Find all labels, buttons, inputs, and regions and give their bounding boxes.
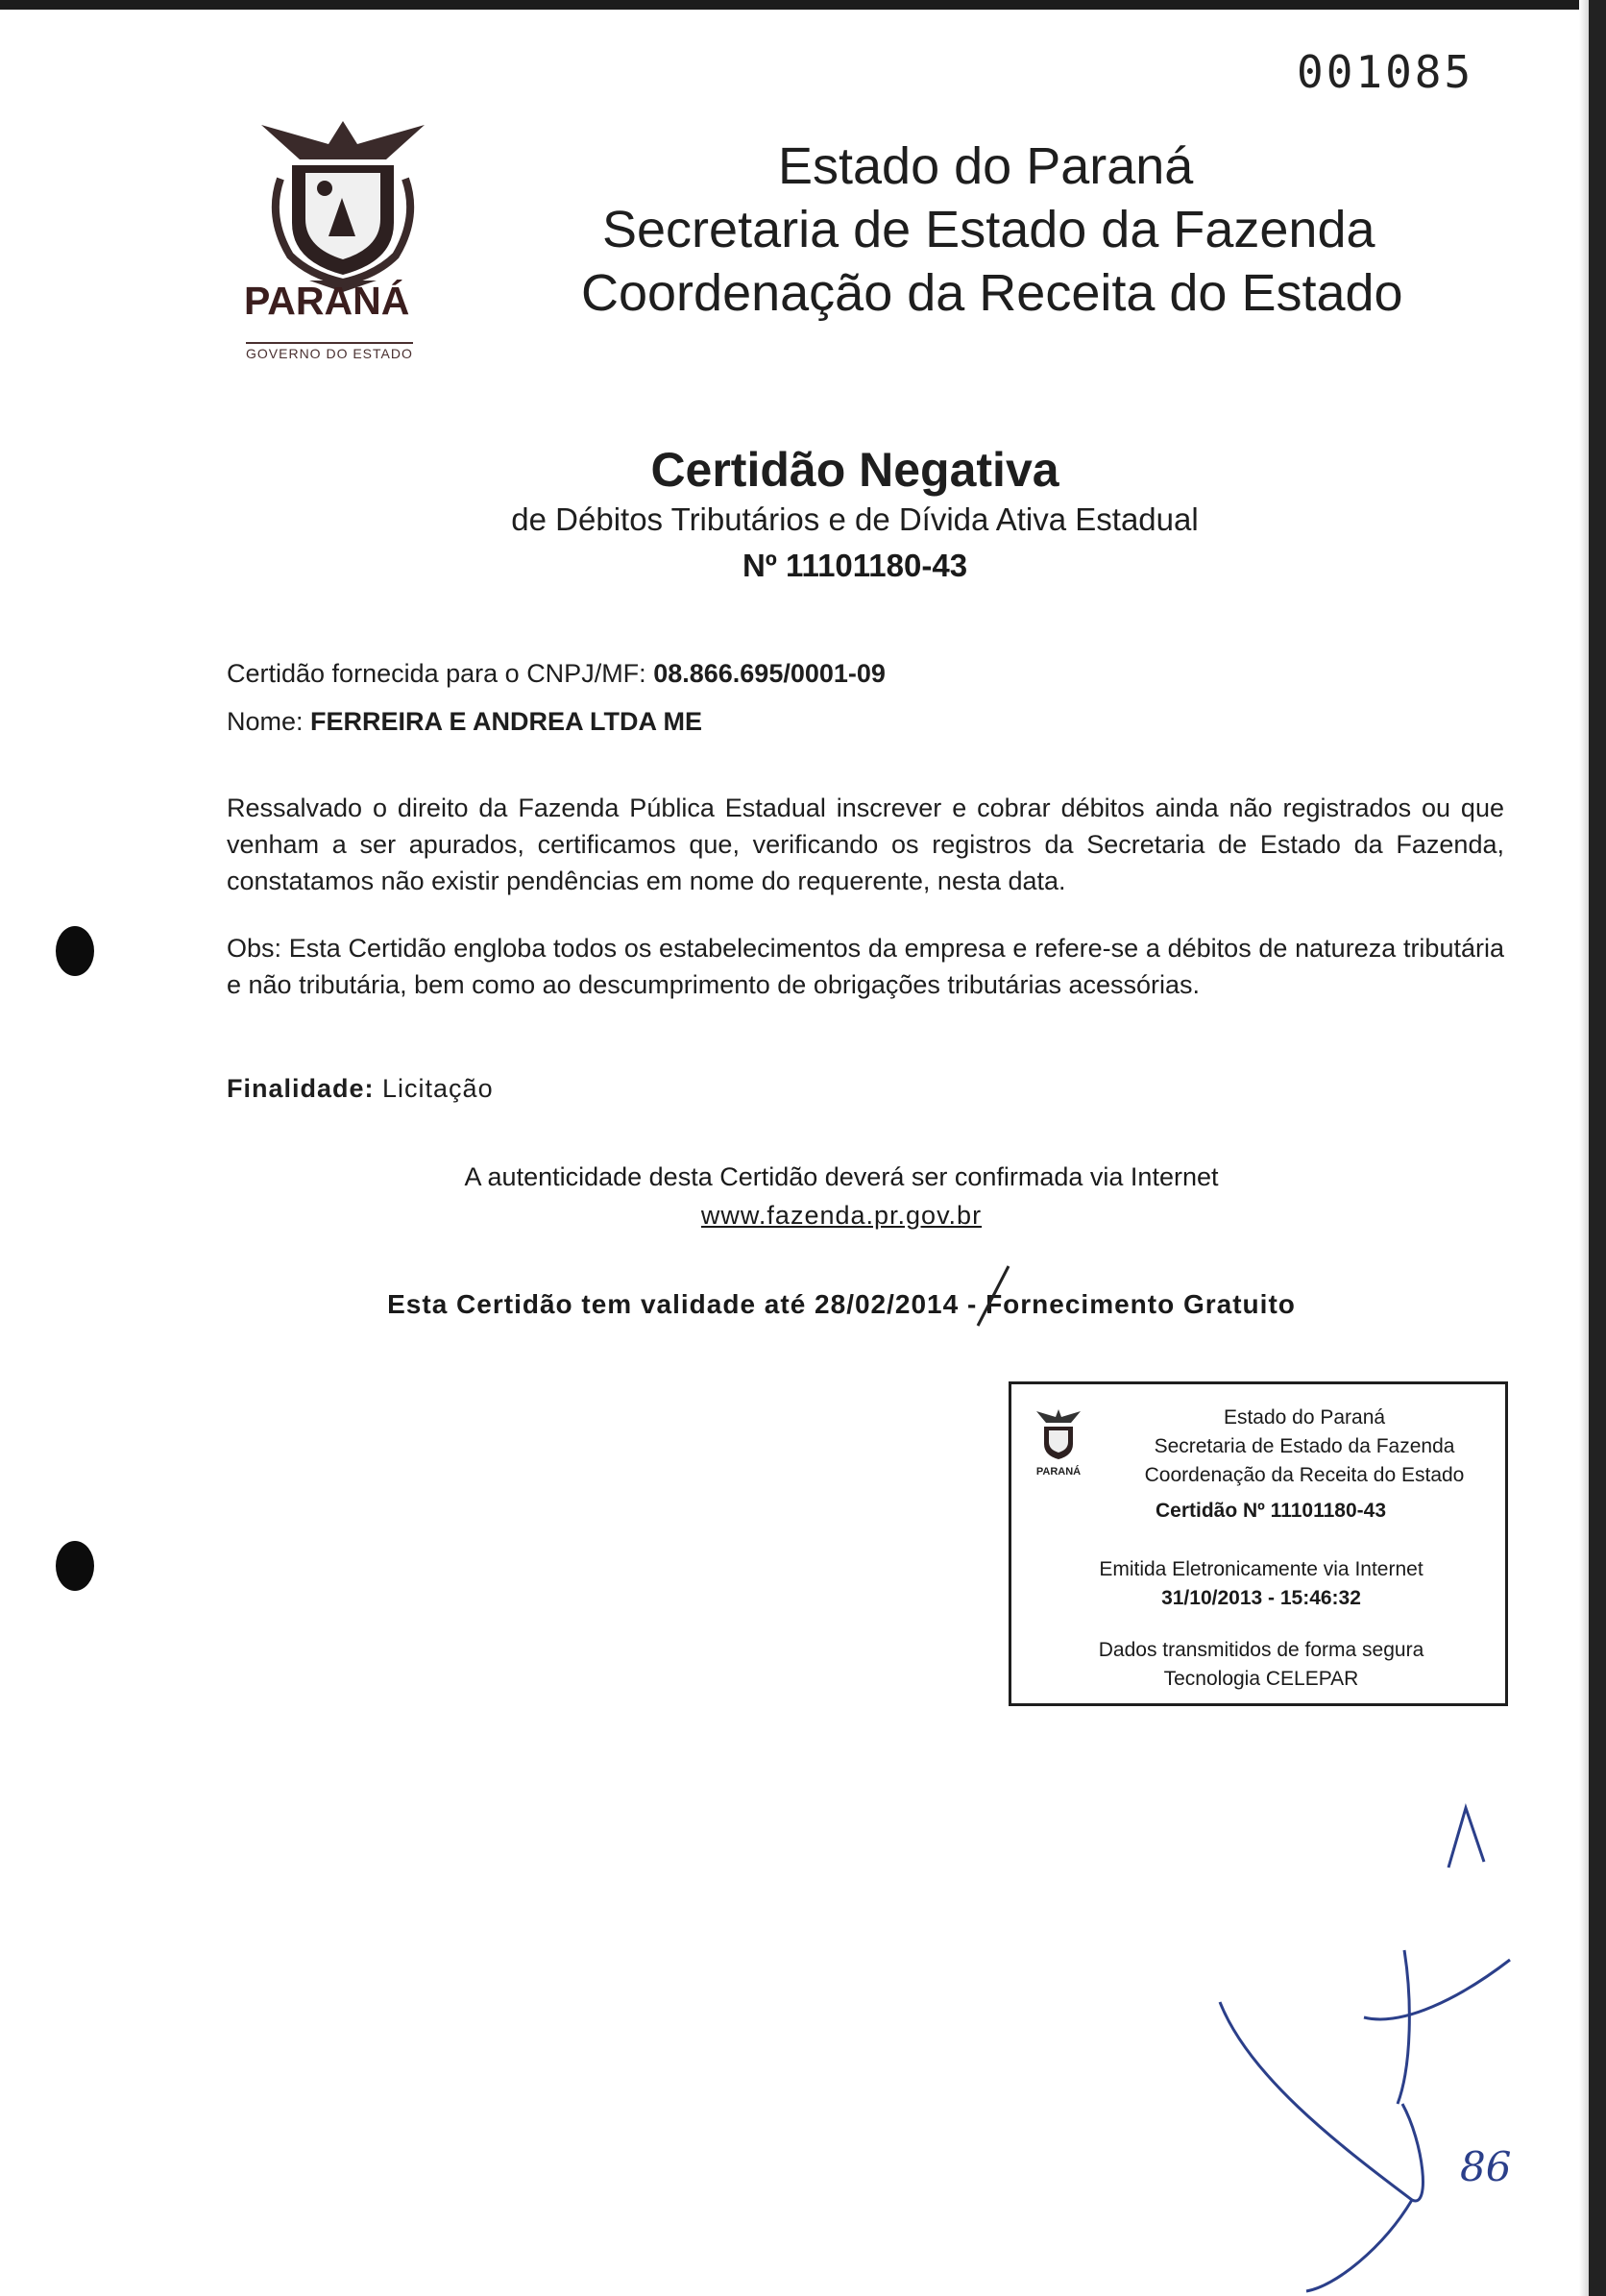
validity-line: Esta Certidão tem validade até 28/02/2014 - Fornecimento Gratuito — [387, 1289, 1296, 1319]
authenticity-url[interactable]: www.fazenda.pr.gov.br — [700, 1201, 983, 1230]
observation-paragraph: Obs: Esta Certidão engloba todos os estabelecimentos da empresa e refere-se a débitos de natureza tributária e não tributária, bem como ao descumprimento de obrigações tributárias acessórias. — [227, 934, 1504, 999]
cnpj-value: 08.866.695/0001-09 — [653, 659, 886, 688]
purpose-value: Licitação — [382, 1074, 494, 1103]
agency-header — [567, 134, 1431, 325]
header-state: Estado do Paraná — [778, 137, 1194, 195]
signature-icon — [1220, 2002, 1423, 2291]
stamp-datetime: 31/10/2013 - 15:46:32 — [1161, 1587, 1361, 1609]
stamp-footer — [1011, 1636, 1511, 1694]
scan-frame-right — [1589, 0, 1606, 2296]
stamp-emitted: Emitida Eletronicamente via Internet — [1099, 1558, 1424, 1580]
certificate-title: Certidão Negativa — [650, 443, 1059, 497]
cnpj-label: Certidão fornecida para o CNPJ/MF: — [227, 659, 646, 688]
handwritten-initials: 86 — [1460, 2143, 1512, 2190]
number-label: Nº — [742, 548, 777, 583]
scan-edge-shade — [1579, 0, 1589, 2296]
company-name: FERREIRA E ANDREA LTDA ME — [310, 707, 703, 736]
authenticity-block — [38, 1158, 1606, 1234]
purpose-line — [227, 1070, 494, 1107]
signature-stroke-icon — [1364, 1950, 1510, 2104]
coat-of-arms-icon — [242, 111, 444, 361]
stamp-emission — [1011, 1555, 1511, 1613]
coat-of-arms-name: PARANÁ — [244, 279, 410, 323]
punch-hole — [56, 926, 94, 976]
stamp-logo-label: PARANÁ — [1035, 1466, 1082, 1478]
scan-frame-top — [0, 0, 1606, 10]
stamp-header — [1107, 1404, 1501, 1490]
name-line — [227, 703, 702, 740]
authenticity-text: A autenticidade desta Certidão deverá ser confirmada via Internet — [464, 1162, 1219, 1191]
purpose-label: Finalidade: — [227, 1074, 375, 1103]
name-label: Nome: — [227, 707, 304, 736]
punch-hole — [56, 1541, 94, 1591]
cnpj-line — [227, 655, 886, 692]
handwritten-page-number — [1448, 1808, 1484, 1868]
electronic-stamp — [1009, 1381, 1508, 1706]
header-coordination: Coordenação da Receita do Estado — [581, 264, 1403, 322]
stamp-coordination: Coordenação da Receita do Estado — [1144, 1464, 1465, 1486]
certificate-number: 11101180-43 — [786, 548, 968, 583]
certificate-number-line — [0, 548, 1606, 584]
stamp-tech: Tecnologia CELEPAR — [1163, 1668, 1359, 1690]
stamp-certificate-number: Certidão Nº 11101180-43 — [1156, 1500, 1386, 1522]
sheet-number: 001085 — [1297, 46, 1474, 98]
header-secretariat: Secretaria de Estado da Fazenda — [602, 201, 1375, 258]
stamp-secure: Dados transmitidos de forma segura — [1098, 1639, 1424, 1661]
stamp-secretariat: Secretaria de Estado da Fazenda — [1154, 1435, 1455, 1457]
stamp-state: Estado do Paraná — [1223, 1406, 1386, 1429]
page-number-value: 1 — [1431, 1864, 1432, 1865]
coat-of-arms-subtitle: GOVERNO DO ESTADO — [246, 342, 413, 361]
certification-paragraph: Ressalvado o direito da Fazenda Pública Estadual inscrever e cobrar débitos ainda não registrados ou que venham a ser apurados, certificamos que, verificando os registros da Secretaria de Estado da Fazenda, constatamos não existir pendências em nome do requerente, nesta data. — [227, 794, 1504, 895]
stamp-coat-of-arms-icon — [1029, 1405, 1088, 1482]
certificate-subtitle: de Débitos Tributários e de Dívida Ativa Estadual — [511, 501, 1199, 537]
